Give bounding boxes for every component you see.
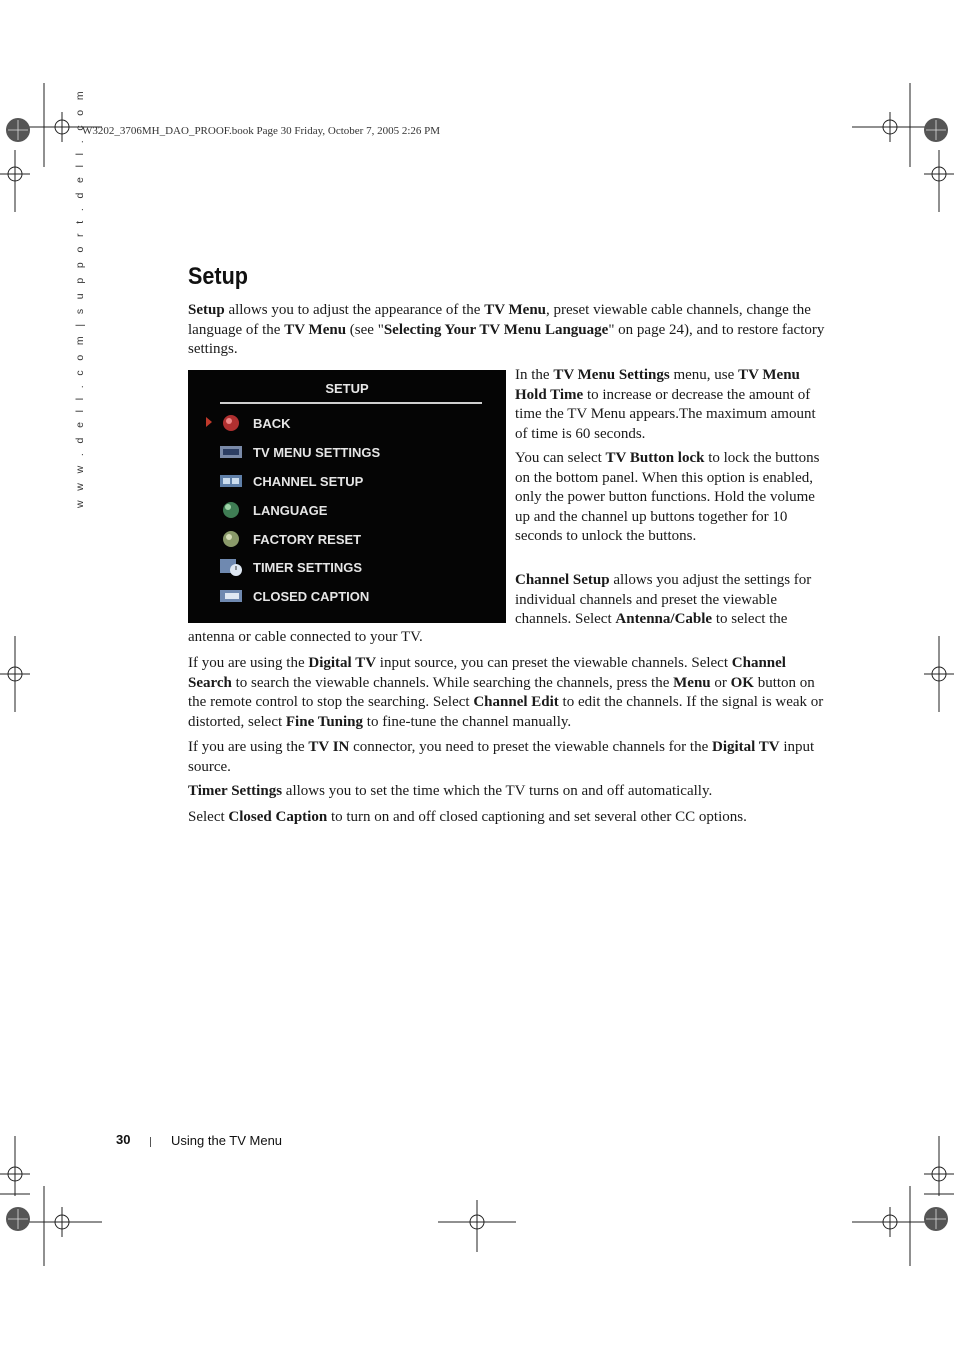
menu-title: SETUP: [325, 381, 369, 396]
term-tv-menu: TV Menu: [284, 321, 347, 338]
term-ok: OK: [730, 674, 754, 691]
text: or: [710, 674, 731, 691]
text: " on page 24), and to restore factory settings.: [188, 321, 825, 357]
term-digital-tv: Digital TV: [711, 739, 780, 755]
back-icon: [219, 414, 243, 432]
text: to fine-tune the channel manually.: [363, 713, 572, 730]
term-channel-setup: Channel Setup: [515, 572, 610, 588]
tv-menu-settings-icon: [219, 443, 243, 461]
cc-icon: [219, 587, 243, 605]
term-antenna-cable: Antenna/Cable: [615, 611, 713, 627]
text: allows you to set the time which the TV turns on and off automatically.: [282, 783, 713, 799]
text: allows you to adjust the appearance of the: [224, 302, 485, 318]
tv-menu-settings-paragraph: [515, 366, 827, 444]
term-channel-search: Channel Search: [188, 655, 786, 691]
menu-item-channel-setup: CHANNEL SETUP: [253, 474, 364, 489]
menu-item-closed-caption: CLOSED CAPTION: [253, 589, 370, 604]
channel-setup-icon: [219, 472, 243, 490]
chapter-title: Using the TV Menu: [171, 1133, 283, 1148]
menu-item-factory-reset: FACTORY RESET: [253, 532, 362, 547]
text: button on the remote control to stop the searching. Select: [188, 674, 815, 710]
term-tv-menu-settings: TV Menu Settings: [553, 367, 670, 383]
text: to search the viewable channels. While searching the channels, press the: [231, 674, 674, 691]
setup-menu-screenshot: [188, 370, 506, 623]
button-lock-paragraph: [515, 449, 827, 547]
channel-setup-paragraph-continued: antenna or cable connected to your TV.: [188, 629, 423, 645]
text: menu, use: [669, 367, 739, 383]
text: (see ": [346, 321, 384, 338]
text: allows you adjust the settings for individual channels and preset the viewable channels. Select: [515, 572, 812, 627]
text: connector, you need to preset the viewable channels for the: [349, 739, 712, 755]
term-setup: Setup: [188, 302, 225, 318]
menu-item-back: BACK: [253, 416, 291, 431]
menu-item-language: LANGUAGE: [253, 503, 328, 518]
cross-reference: Selecting Your TV Menu Language: [383, 321, 609, 338]
text: If you are using the: [188, 655, 309, 671]
print-header: W3202_3706MH_DAO_PROOF.book Page 30 Friday, October 7, 2005 2:26 PM: [82, 125, 441, 137]
text: Select: [188, 809, 229, 825]
term-fine-tuning: Fine Tuning: [285, 713, 364, 730]
factory-reset-icon: [219, 530, 243, 548]
term-digital-tv: Digital TV: [308, 655, 377, 671]
term-menu: Menu: [673, 674, 711, 691]
text: You can select: [515, 450, 606, 466]
selection-arrow-icon: [206, 417, 212, 427]
text: If you are using the: [188, 739, 309, 755]
globe-icon: [219, 501, 243, 519]
text: In the: [515, 367, 554, 383]
term-closed-caption: Closed Caption: [228, 809, 328, 825]
text: , preset viewable cable channels, change the language of the: [188, 302, 811, 338]
text: to select the: [712, 611, 788, 627]
term-channel-edit: Channel Edit: [473, 694, 559, 710]
footer-divider: [150, 1137, 151, 1147]
page-title: Setup: [188, 263, 249, 290]
term-tv-button-lock: TV Button lock: [605, 450, 705, 466]
text: to lock the buttons on the bottom panel. When this option is enabled, only the power button functions. Hold the volume up and the channel up buttons together for 10 seconds to unlock the buttons.: [515, 450, 820, 544]
page-number: 30: [116, 1132, 131, 1147]
digital-tv-paragraph: [188, 654, 828, 732]
term-tv-in: TV IN: [308, 739, 350, 755]
tv-in-paragraph: [188, 738, 828, 777]
menu-item-timer-settings: TIMER SETTINGS: [253, 560, 363, 575]
term-tv-menu-hold-time: TV Menu Hold Time: [515, 367, 800, 403]
term-timer-settings: Timer Settings: [188, 783, 283, 799]
timer-icon: [219, 558, 243, 576]
text: input source, you can preset the viewable channels. Select: [376, 655, 732, 671]
timer-settings-paragraph: [188, 782, 828, 802]
text: input source.: [188, 739, 815, 775]
text: to increase or decrease the amount of time the TV Menu appears.The maximum amount of time is 60 seconds.: [515, 386, 816, 442]
term-tv-menu: TV Menu: [484, 302, 547, 318]
intro-paragraph: [188, 301, 828, 360]
channel-setup-paragraph: [515, 571, 827, 630]
text: to edit the channels. If the signal is weak or distorted, select: [188, 694, 824, 730]
menu-divider: [220, 402, 482, 404]
sidebar-url: w w w . d e l l . c o m | s u p p o r t . d e l l . c o m: [74, 87, 86, 508]
closed-caption-paragraph: [188, 808, 828, 828]
text: to turn on and off closed captioning and set several other CC options.: [327, 809, 747, 825]
menu-item-tv-menu-settings: TV MENU SETTINGS: [253, 445, 381, 460]
